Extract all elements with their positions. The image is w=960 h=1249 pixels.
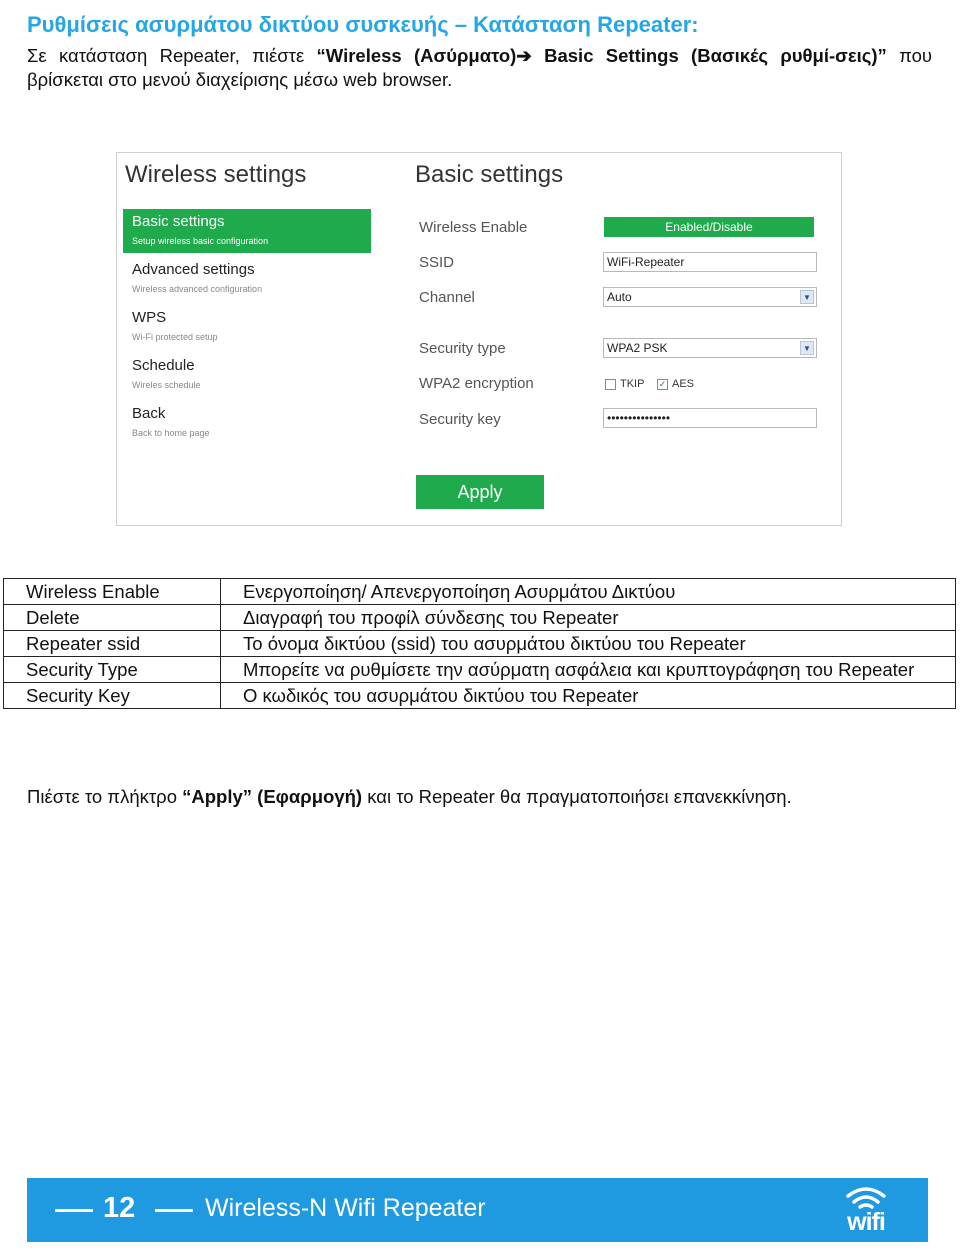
intro-prefix: Σε κατάσταση Repeater, πιέστε [27,45,317,66]
table-term: Wireless Enable [4,579,221,605]
page-footer [27,1178,928,1242]
ssid-label: SSID [419,254,455,271]
settings-screenshot [116,152,842,526]
table-row [4,631,956,657]
security-type-select[interactable] [603,338,817,358]
tkip-option[interactable] [605,378,644,390]
menu-item-title: Advanced settings [132,261,255,278]
wifi-logo [835,1184,897,1238]
security-type-label: Security type [419,340,506,357]
table-description: Μπορείτε να ρυθμίσετε την ασύρματη ασφάλεια και κρυπτογράφηση του Repeater [221,657,956,683]
table-term: Security Type [4,657,221,683]
table-row [4,579,956,605]
menu-item-title: Basic settings [132,213,225,230]
tkip-label: TKIP [620,378,645,390]
page-number: 12 [103,1192,136,1224]
sidebar-title: Wireless settings [125,161,307,188]
wireless-enable-toggle[interactable]: Enabled/Disable [604,217,814,237]
apply-note [27,786,792,808]
section-heading: Ρυθμίσεις ασυρμάτου δικτύου συσκευής – Κατάσταση Repeater: [27,12,699,37]
menu-item-back[interactable] [123,401,371,445]
aes-option[interactable] [657,378,694,390]
security-key-label: Security key [419,411,501,428]
intro-bold-wireless: “Wireless (Ασύρματο) [316,45,517,66]
apply-note-bold: “Apply” (Εφαρμογή) [182,786,363,807]
menu-item-subtitle: Setup wireless basic configuration [132,236,269,246]
menu-item-title: Schedule [132,357,195,374]
table-term: Repeater ssid [4,631,221,657]
ssid-input[interactable]: WiFi-Repeater [603,252,817,272]
table-description: Το όνομα δικτύου (ssid) του ασυρμάτου δικτύου του Repeater [221,631,956,657]
intro-suffix: που βρίσκεται στο μενού διαχείρισης μέσω web browser. [27,45,932,90]
chevron-down-icon[interactable]: ▼ [800,290,814,304]
apply-button[interactable]: Apply [416,475,544,509]
menu-item-subtitle: Wi-Fi protected setup [132,332,218,342]
wifi-logo-text: wifi [847,1208,885,1236]
menu-item-basic-settings[interactable] [123,209,371,253]
footer-dash [55,1209,93,1212]
wireless-enable-label: Wireless Enable [419,219,528,236]
main-title: Basic settings [415,161,564,188]
table-row [4,657,956,683]
intro-paragraph [27,44,932,92]
menu-item-schedule[interactable] [123,353,371,397]
table-term: Security Key [4,683,221,709]
arrow-icon: ➔ [516,45,532,66]
tkip-checkbox[interactable] [605,379,616,390]
apply-note-prefix: Πιέστε το πλήκτρο [27,786,183,807]
settings-description-table [3,578,956,709]
menu-item-wps[interactable] [123,305,371,349]
table-row [4,683,956,709]
security-type-value: WPA2 PSK [607,341,668,355]
apply-note-suffix: και το Repeater θα πραγματοποιήσει επανεκκίνηση. [362,786,792,807]
aes-label: AES [672,378,695,390]
channel-label: Channel [419,289,475,306]
menu-item-subtitle: Wireles schedule [132,380,201,390]
table-description: Ο κωδικός του ασυρμάτου δικτύου του Repeater [221,683,956,709]
menu-item-title: WPS [132,309,167,326]
menu-item-advanced-settings[interactable] [123,257,371,301]
wpa2-encryption-label: WPA2 encryption [419,375,534,392]
table-description: Ενεργοποίηση/ Απενεργοποίηση Ασυρμάτου Δικτύου [221,579,956,605]
intro-bold-basic-settings: Basic Settings (Βασικές ρυθμί-σεις)” [531,45,887,66]
table-row [4,605,956,631]
aes-checkbox[interactable]: ✓ [658,378,667,389]
menu-item-subtitle: Wireless advanced configuration [132,284,263,294]
table-description: Διαγραφή του προφίλ σύνδεσης του Repeater [221,605,956,631]
channel-value: Auto [607,290,632,304]
footer-dash [155,1209,193,1212]
chevron-down-icon[interactable]: ▼ [800,341,814,355]
menu-item-title: Back [132,405,166,422]
footer-title: Wireless-N Wifi Repeater [205,1194,486,1222]
menu-item-subtitle: Back to home page [132,428,210,438]
security-key-input[interactable]: ••••••••••••••• [603,408,817,428]
channel-select[interactable] [603,287,817,307]
table-term: Delete [4,605,221,631]
